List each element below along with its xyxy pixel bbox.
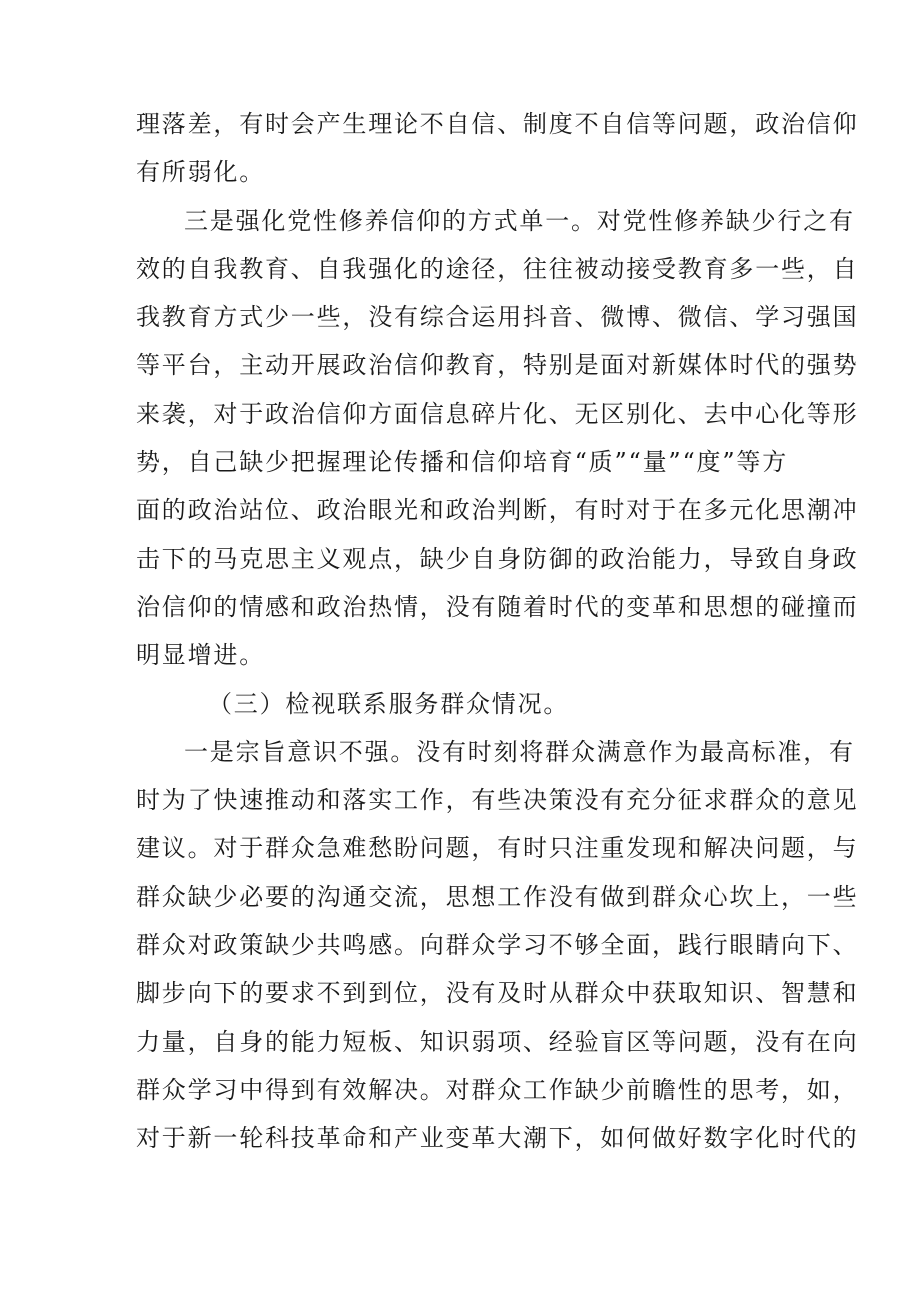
text-line: 三是强化党性修养信仰的方式单一。对党性修养缺少行之有 (184, 206, 855, 235)
text-line: 建议。对于群众急难愁盼问题，有时只注重发现和解决问题，与 (136, 834, 859, 863)
text-line: 脚步向下的要求不到到位，没有及时从群众中获取知识、智慧和 (136, 979, 859, 1008)
text-line: 有所弱化。 (136, 158, 265, 187)
document-page (136, 100, 859, 1163)
text-line: 理落差，有时会产生理论不自信、制度不自信等问题，政治信仰 (136, 110, 859, 138)
text-line: 力量，自身的能力短板、知识弱项、经验盲区等问题，没有在向 (136, 1027, 859, 1056)
text-line: 时为了快速推动和落实工作，有些决策没有充分征求群众的意见 (136, 786, 859, 815)
text-line: 来袭，对于政治信仰方面信息碎片化、无区别化、去中心化等形 (136, 399, 859, 428)
text-line: 势，自己缺少把握理论传播和信仰培育“质”“量”“度”等方 (136, 448, 789, 477)
paragraph-continuation (136, 100, 859, 197)
paragraph-party-spirit (136, 197, 859, 680)
text-line: 面的政治站位、政治眼光和政治判断，有时对于在多元化思潮冲 (136, 496, 859, 525)
text-line: 击下的马克思主义观点，缺少自身防御的政治能力，导致自身政 (136, 544, 859, 573)
text-line: 我教育方式少一些，没有综合运用抖音、微博、微信、学习强国 (136, 303, 859, 332)
paragraph-mass-service (136, 728, 859, 1163)
section-heading (136, 680, 784, 728)
text-line: 群众缺少必要的沟通交流，思想工作没有做到群众心坎上，一些 (136, 882, 859, 911)
section-heading-text: （三）检视联系服务群众情况。 (208, 689, 570, 718)
text-line: 群众对政策缺少共鸣感。向群众学习不够全面，践行眼睛向下、 (136, 931, 859, 960)
text-line: 一是宗旨意识不强。没有时刻将群众满意作为最高标准，有 (184, 737, 855, 766)
text-line: 明显增进。 (136, 641, 265, 670)
text-line: 群众学习中得到有效解决。对群众工作缺少前瞻性的思考，如， (136, 1075, 859, 1104)
text-line: 对于新一轮科技革命和产业变革大潮下，如何做好数字化时代的 (136, 1124, 859, 1153)
text-line: 等平台，主动开展政治信仰教育，特别是面对新媒体时代的强势 (136, 351, 859, 380)
text-line: 效的自我教育、自我强化的途径，往往被动接受教育多一些，自 (136, 254, 859, 283)
text-line: 治信仰的情感和政治热情，没有随着时代的变革和思想的碰撞而 (136, 592, 859, 621)
